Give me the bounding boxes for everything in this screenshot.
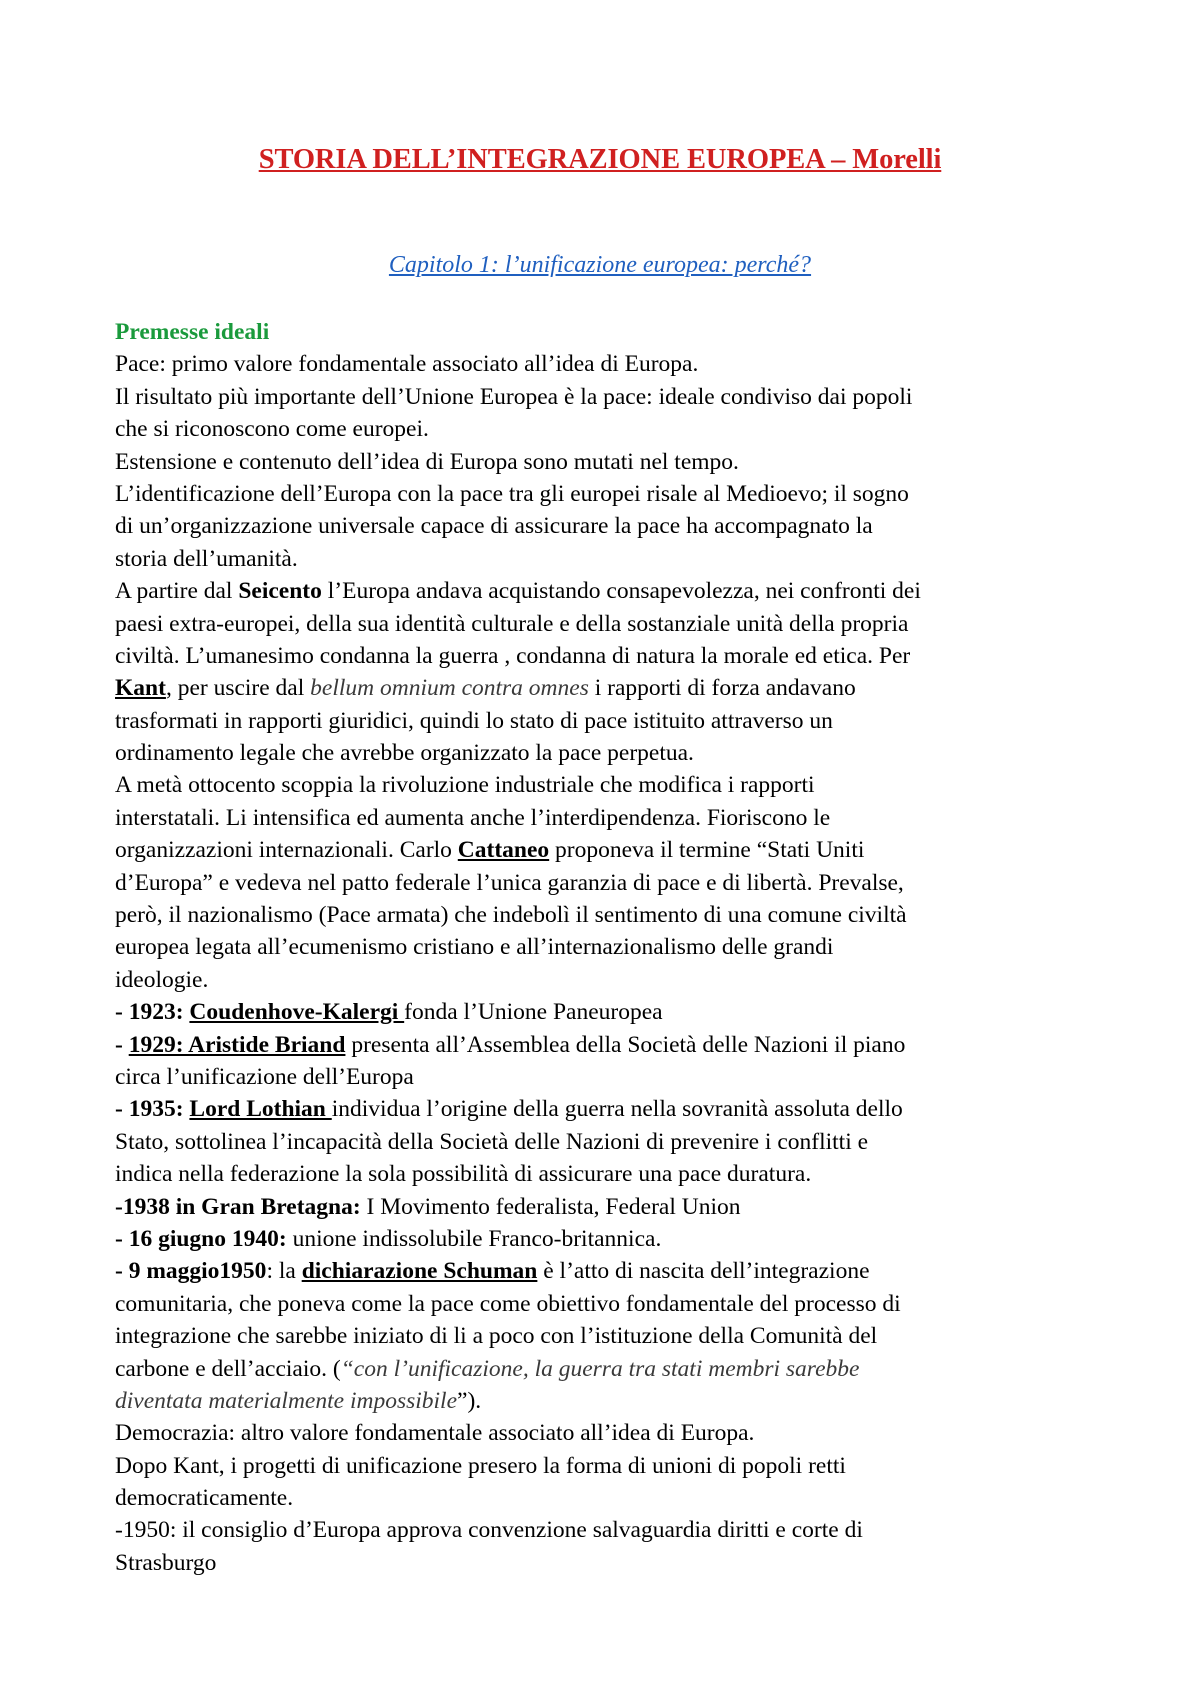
schuman-quote: “con l’unificazione, la guerra tra stati membri sarebbe	[340, 1355, 860, 1382]
text-line: Stato, sottolinea l’incapacità della Società delle Nazioni di prevenire i conflitti e	[115, 1128, 869, 1155]
text-span: A partire dal	[115, 578, 239, 605]
text-line: di un’organizzazione universale capace di assicurare la pace ha accompagnato la	[115, 513, 873, 540]
text-span: I Movimento federalista, Federal Union	[360, 1193, 741, 1220]
text-line	[115, 1191, 1100, 1223]
text-span: unione indissolubile Franco-britannica.	[286, 1225, 662, 1252]
text-line	[115, 1385, 1100, 1417]
text-line	[115, 672, 1100, 704]
bold-date: -1938 in Gran Bretagna:	[115, 1193, 361, 1220]
text-span: presenta all’Assemblea della Società delle Nazioni il piano	[345, 1031, 906, 1058]
text-span: proponeva il termine “Stati Uniti	[549, 837, 865, 864]
text-line	[115, 1093, 1100, 1125]
text-line: integrazione che sarebbe iniziato di li a poco con l’istituzione della Comunità del	[115, 1323, 878, 1350]
latin-quote: bellum omnium contra omnes	[310, 675, 589, 702]
bold-term: 1929: Aristide Briand	[128, 1031, 346, 1058]
text-line: Dopo Kant, i progetti di unificazione presero la forma di unioni di popoli retti	[115, 1452, 846, 1479]
bold-term: Coudenhove-Kalergi	[189, 999, 405, 1026]
schuman-quote: diventata materialmente impossibile	[115, 1387, 458, 1414]
text-line: Strasburgo	[115, 1549, 217, 1576]
text-line	[115, 1255, 1100, 1287]
text-line: interstatali. Li intensifica ed aumenta anche l’interdipendenza. Fioriscono le	[115, 804, 831, 831]
bold-date: - 16 giugno 1940:	[115, 1225, 287, 1252]
text-line: Pace: primo valore fondamentale associato all’idea di Europa.	[115, 351, 699, 378]
text-line: democraticamente.	[115, 1485, 294, 1512]
text-span: i rapporti di forza andavano	[588, 675, 856, 702]
bold-term: dichiarazione Schuman	[301, 1258, 538, 1285]
text-span: fonda l’Unione Paneuropea	[404, 999, 663, 1026]
text-line: L’identificazione dell’Europa con la pace tra gli europei risale al Medioevo; il sogno	[115, 480, 909, 507]
text-line: civiltà. L’umanesimo condanna la guerra , condanna di natura la morale ed etica. Per	[115, 642, 911, 669]
text-line: circa l’unificazione dell’Europa	[115, 1063, 414, 1090]
text-span: ”).	[457, 1387, 482, 1414]
bold-date: -	[115, 1031, 129, 1058]
bold-term: Kant	[115, 675, 166, 702]
text-line: che si riconoscono come europei.	[115, 416, 429, 443]
text-line	[115, 575, 1100, 607]
bold-term: Cattaneo	[457, 837, 550, 864]
bold-date: - 9 maggio1950	[115, 1258, 267, 1285]
page-title: STORIA DELL’INTEGRAZIONE EUROPEA – Morelli	[258, 144, 942, 175]
bold-date: - 1935:	[115, 1096, 190, 1123]
text-span: carbone e dell’acciaio. (	[115, 1355, 341, 1382]
text-span: organizzazioni internazionali. Carlo	[115, 837, 458, 864]
text-span: individua l’origine della guerra nella sovranità assoluta dello	[331, 1096, 903, 1123]
text-line: ordinamento legale che avrebbe organizzato la pace perpetua.	[115, 740, 694, 767]
document-body	[115, 316, 1100, 1579]
text-span: , per uscire dal	[165, 675, 311, 702]
text-line: Estensione e contenuto dell’idea di Europa sono mutati nel tempo.	[115, 448, 739, 475]
text-span: : la	[266, 1258, 302, 1285]
text-line: indica nella federazione la sola possibilità di assicurare una pace duratura.	[115, 1161, 812, 1188]
text-span: è l’atto di nascita dell’integrazione	[537, 1258, 870, 1285]
text-line: europea legata all’ecumenismo cristiano e all’internazionalismo delle grandi	[115, 934, 834, 961]
bold-term: Lord Lothian	[189, 1096, 332, 1123]
text-line	[115, 996, 1100, 1028]
text-line	[115, 1223, 1100, 1255]
text-line: -1950: il consiglio d’Europa approva convenzione salvaguardia diritti e corte di	[115, 1517, 863, 1544]
text-line: trasformati in rapporti giuridici, quindi lo stato di pace istituito attraverso un	[115, 707, 833, 734]
text-line: però, il nazionalismo (Pace armata) che indebolì il sentimento di una comune civiltà	[115, 902, 907, 929]
bold-term: Seicento	[238, 578, 322, 605]
text-line: d’Europa” e vedeva nel patto federale l’unica garanzia di pace e di libertà. Prevalse,	[115, 869, 904, 896]
text-line	[115, 1029, 1100, 1061]
text-line: comunitaria, che poneva come la pace come obiettivo fondamentale del processo di	[115, 1290, 901, 1317]
text-line	[115, 834, 1100, 866]
chapter-heading: Capitolo 1: l’unificazione europea: perché?	[388, 252, 812, 278]
text-line: ideologie.	[115, 966, 209, 993]
text-line: paesi extra-europei, della sua identità culturale e della sostanziale unità della propria	[115, 610, 909, 637]
text-line: Il risultato più importante dell’Unione Europea è la pace: ideale condiviso dai popoli	[115, 383, 913, 410]
text-span: l’Europa andava acquistando consapevolezza, nei confronti dei	[321, 578, 921, 605]
text-line: storia dell’umanità.	[115, 545, 298, 572]
text-line	[115, 1353, 1100, 1385]
section-heading: Premesse ideali	[115, 319, 270, 345]
text-line: A metà ottocento scoppia la rivoluzione industriale che modifica i rapporti	[115, 772, 815, 799]
text-line: Democrazia: altro valore fondamentale associato all’idea di Europa.	[115, 1420, 755, 1447]
bold-date: - 1923:	[115, 999, 190, 1026]
